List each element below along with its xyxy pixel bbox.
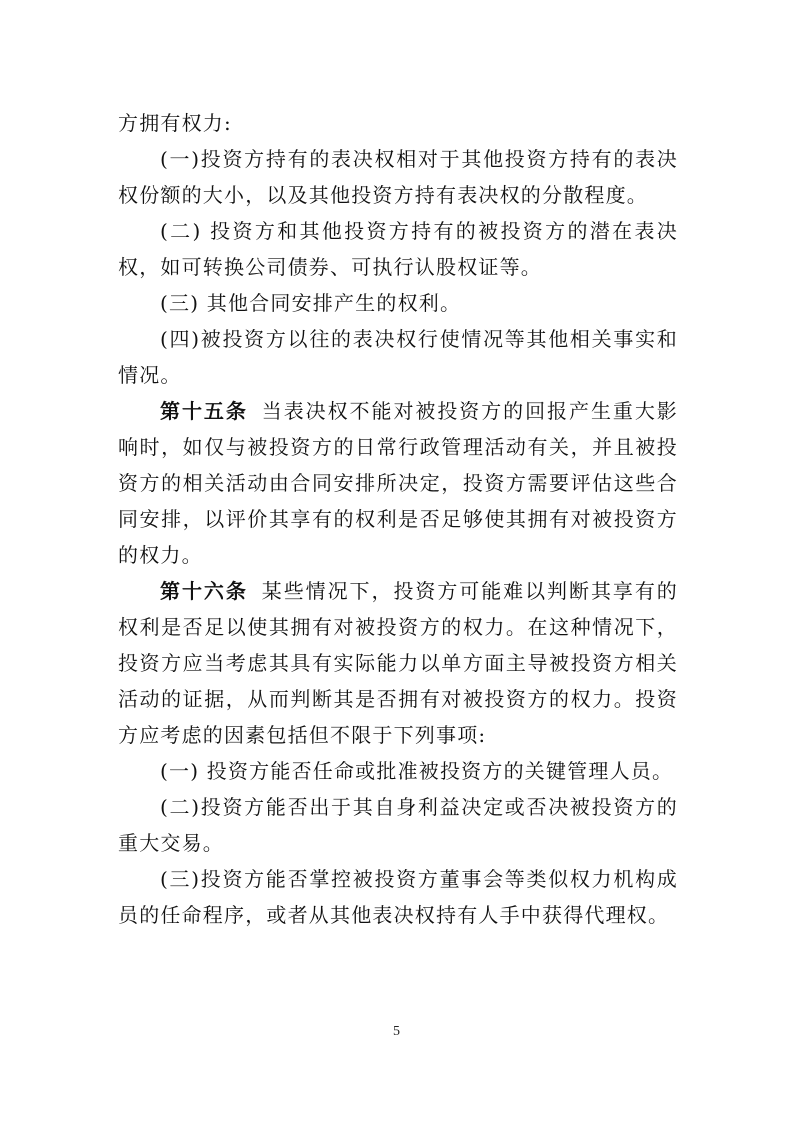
page-number: 5 <box>393 1024 400 1039</box>
paragraph-factor-1: (一) 投资方能否任命或批准被投资方的关键管理人员。 <box>160 759 674 783</box>
article-15-paragraph <box>118 393 678 573</box>
paragraph-item-4: (四)被投资方以往的表决权行使情况等其他相关事实和情况。 <box>118 327 678 387</box>
paragraph-factor-2: (二)投资方能否出于其自身利益决定或否决被投资方的重大交易。 <box>118 795 678 855</box>
article-16-paragraph <box>118 573 678 753</box>
paragraph-factor-3: (三)投资方能否掌控被投资方董事会等类似权力机构成员的任命程序，或者从其他表决权持有人手中获得代理权。 <box>118 867 678 927</box>
paragraph-item-3: (三) 其他合同安排产生的权利。 <box>160 291 462 315</box>
article-16-text: 某些情况下，投资方可能难以判断其享有的权利是否足以使其拥有对被投资方的权力。在这种情况下，投资方应当考虑其具有实际能力以单方面主导被投资方相关活动的证据，从而判断其是否拥有对被投资方的权力。投资方应考虑的因素包括但不限于下列事项: <box>118 579 678 747</box>
document-body <box>118 105 678 933</box>
paragraph-continuation: 方拥有权力: <box>118 111 232 135</box>
article-16-heading: 第十六条 <box>160 579 248 603</box>
article-15-text: 当表决权不能对被投资方的回报产生重大影响时，如仅与被投资方的日常行政管理活动有关，并且被投资方的相关活动由合同安排所决定，投资方需要评估这些合同安排，以评价其享有的权利是否足够使其拥有对被投资方的权力。 <box>118 399 678 567</box>
article-15-heading: 第十五条 <box>160 399 248 423</box>
paragraph-item-1: (一)投资方持有的表决权相对于其他投资方持有的表决权份额的大小，以及其他投资方持有表决权的分散程度。 <box>118 147 678 207</box>
paragraph-item-2: (二) 投资方和其他投资方持有的被投资方的潜在表决权，如可转换公司债券、可执行认股权证等。 <box>118 219 678 279</box>
